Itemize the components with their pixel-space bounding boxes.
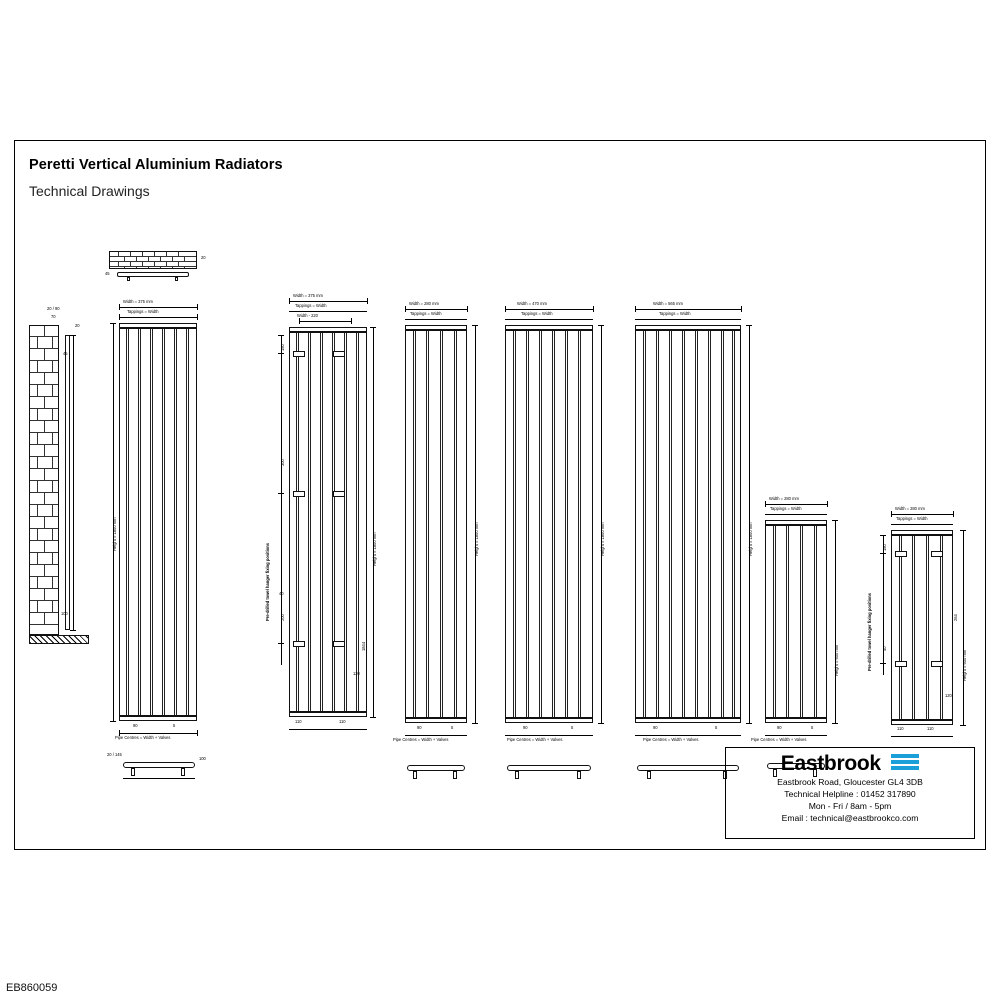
width-label-375-b: Width = 375 mm [293,293,323,298]
width-220-label: Width - 220 [297,313,318,318]
brand-helpline: Technical Helpline : 01452 317890 [784,789,916,799]
height-label-600-a: Height = 600 mm [834,644,839,676]
hanger-fixing-mark [333,491,345,497]
brand-name: Eastbrook [780,752,881,775]
width-label-375-a: Width = 375 mm [123,299,153,304]
dim-label-90-e: 90 [777,725,782,730]
hanger-fixing-mark [931,551,943,557]
dim-label-20-145: 20 / 145 [107,752,122,757]
dim-label-110-b: 110 [339,719,346,724]
dim-label-45: 45 [63,351,68,356]
height-label-1800-b: Height = 1800 mm [372,532,377,566]
dim-label-110-c: 110 [897,726,904,731]
hanger-fixing-mark [895,551,907,557]
pipe-centres-label-280-600: Pipe Centres = Width + Valves [751,737,807,742]
radiator-body-565 [635,330,741,718]
hanger-fixing-mark [293,491,305,497]
dim-label-264: 264 [953,614,958,621]
bottom-plan-375 [107,752,206,782]
dim-label-90-b: 90 [417,725,422,730]
radiator-body-280-600-hanger [891,535,953,720]
dim-label-40-b: 40 [882,646,887,651]
radiator-body-375-hanger [289,332,367,712]
technical-drawing-sheet [14,140,986,850]
dim-label-120: 120 [353,671,360,676]
width-label-280-c: Width = 280 mm [895,506,925,511]
dim-label-100-b: 100 [199,756,206,761]
height-label-600-b: Height = 600 mm [962,649,967,681]
radiator-body-280-600 [765,525,827,718]
view-radiator-280-600 [751,496,853,742]
tappings-label-565: Tappings = Width [659,311,691,316]
top-plan-brick [105,251,206,277]
dim-label-200: 200 [280,614,285,621]
bottom-plan-280 [405,761,471,783]
tappings-label-280: Tappings = Width [410,311,442,316]
hanger-fixing-mark [333,641,345,647]
dim-label-100: 100 [61,611,68,616]
width-label-565: Width = 565 mm [653,301,683,306]
height-label-1800-c: Height = 1800 mm [474,522,479,556]
page-title: Peretti Vertical Aluminium Radiators [29,157,283,173]
dim-label-70: 70 [51,314,56,319]
radiator-bottom-cap [119,716,197,721]
radiator-body-280 [405,330,467,718]
bottom-plan-470 [505,761,597,783]
radiator-side-profile [65,335,70,630]
tappings-label-375: Tappings = Width [127,309,159,314]
tappings-label-375-b: Tappings = Width [295,303,327,308]
tappings-label-280-600: Tappings = Width [770,506,802,511]
brand-title-block [725,747,975,839]
radiator-body-470 [505,330,593,718]
dim-label-1844: 1844 [361,641,366,651]
brand-hours: Mon - Fri / 8am - 5pm [808,801,892,811]
width-label-280-a: Width = 280 mm [409,301,439,306]
dim-label-150-b: 150 [882,544,887,551]
hanger-fixing-mark [293,351,305,357]
eastbrook-logo-icon [891,754,919,774]
dim-label-20: 20 [75,323,80,328]
dim-label-5-e: 5 [811,725,814,730]
view-radiator-470 [493,301,613,866]
hanger-fixing-mark [895,661,907,667]
hanger-positions-label: Pre-drilled towel hanger fixing positions [265,542,270,621]
radiator-body-375 [119,328,197,716]
dim-label-110-a: 110 [295,719,302,724]
view-radiator-280-600-towel-hanger [857,506,977,751]
dim-label-5-b: 5 [451,725,454,730]
height-label-1800-a: Height = 1800 mm [112,517,117,551]
dim-label-150: 150 [280,344,285,351]
dim-label-90-d: 90 [653,725,658,730]
page-subtitle: Technical Drawings [29,183,150,199]
dim-label-90-c: 90 [523,725,528,730]
hanger-positions-label-b: Pre-drilled towel hanger fixing positions [867,592,872,671]
view-radiator-375-towel-hanger [255,291,375,811]
dim-label-5-d: 5 [715,725,718,730]
dim-label-20-90: 20 / 90 [47,306,60,311]
dim-label-40: 40 [279,591,284,596]
dim-label-5-a: 5 [173,723,176,728]
brand-address: Eastbrook Road, Gloucester GL4 3DB [777,777,923,787]
dim-label-90-a: 90 [133,723,138,728]
dim-label-120-b: 120 [945,693,952,698]
drawing-code: EB860059 [6,982,58,994]
view-radiator-375 [107,251,217,821]
tappings-label-470: Tappings = Width [521,311,553,316]
dim-label-20-top: 20 [201,255,206,260]
hanger-fixing-mark [333,351,345,357]
height-label-1800-e: Height = 1800 mm [748,522,753,556]
brick-wall [29,325,59,635]
pipe-centres-label-470: Pipe Centres = Width + Valves [507,737,563,742]
pipe-centres-label-280: Pipe Centres = Width + Valves [393,737,449,742]
dim-label-45-top: 45 [105,271,110,276]
hanger-fixing-mark [293,641,305,647]
view-radiator-280 [393,301,493,866]
dim-label-5-c: 5 [571,725,574,730]
pipe-centres-label-375: Pipe Centres = Width + Valves [115,735,171,740]
brand-email: Email : technical@eastbrookco.com [781,813,919,823]
width-label-470: Width = 470 mm [517,301,547,306]
dim-label-110-d: 110 [927,726,934,731]
tappings-label-280-hanger: Tappings = Width [896,516,928,521]
dim-label-300: 300 [280,459,285,466]
width-label-280-b: Width = 280 mm [769,496,799,501]
view-wall-section [21,306,101,661]
pipe-centres-label-565: Pipe Centres = Width + Valves [643,737,699,742]
height-label-1800-d: Height = 1800 mm [600,522,605,556]
floor-hatch [29,635,89,644]
hanger-fixing-mark [931,661,943,667]
